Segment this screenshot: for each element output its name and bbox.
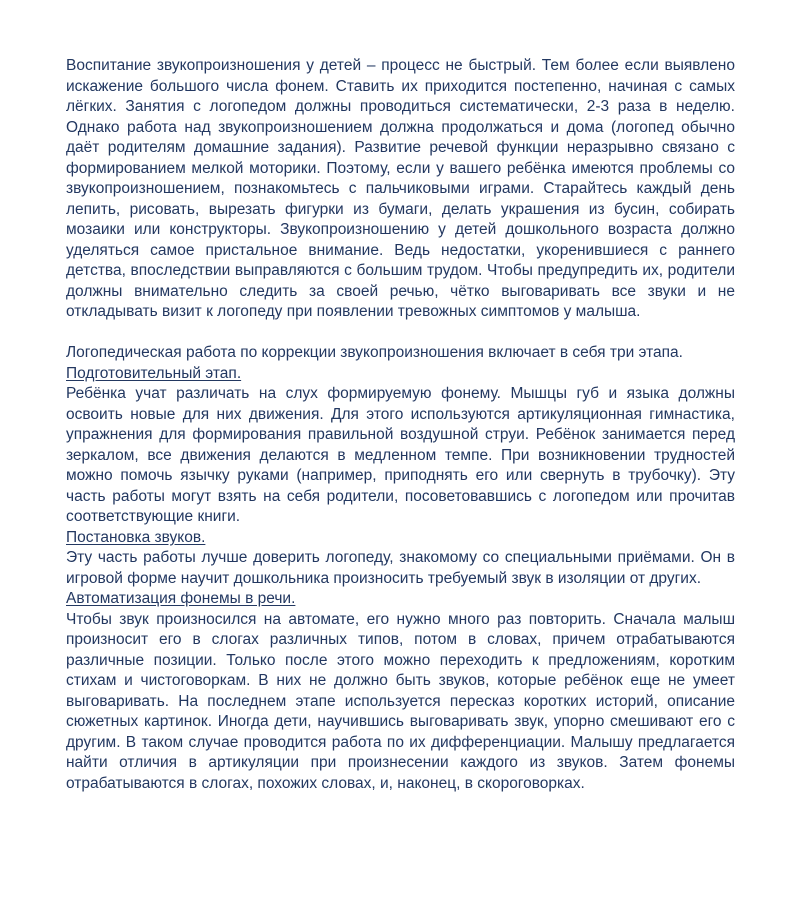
blank-line [66,323,735,344]
paragraph-intro: Воспитание звукопроизношения у детей – процесс не быстрый. Тем более если выявлено искажение большого числа фонем. Ставить их приходится постепенно, начиная с самых лёгких. Занятия с логопедом должны проводиться систематически, 2-3 раза в неделю. Однако работа над звукопроизношением должна продолжаться и дома (логопед обычно даёт родителям домашние задания). Развитие речевой функции неразрывно связано с формированием мелкой моторики. Поэтому, если у вашего ребёнка имеются проблемы со звукопроизношением, познакомьтесь с пальчиковыми играми. Старайтесь каждый день лепить, рисовать, вырезать фигурки из бумаги, делать украшения из бусин, собирать мозаики или конструкторы. Звукопроизношению у детей дошкольного возраста должно уделяться самое пристальное внимание. Ведь недостатки, укоренившиеся с раннего детства, впоследствии выправляются с большим трудом. Чтобы предупредить их, родители должны внимательно следить за своей речью, чётко выговаривать все звуки и не откладывать визит к логопеду при появлении тревожных симптомов у малыша. [66,57,735,320]
section-heading-preparatory-stage: Подготовительный этап. [66,364,242,382]
section-heading-sound-setting: Постановка звуков. [66,528,206,546]
paragraph-phoneme-automation: Чтобы звук произносился на автомате, его нужно много раз повторить. Сначала малыш произносит его в слогах различных типов, потом в словах, причем отрабатываются различные позиции. Только после этого можно переходить к предложениям, коротким стихам и чистоговоркам. В них не должно быть звуков, которые ребёнок еще не умеет выговаривать. На последнем этапе используется пересказ коротких историй, описание сюжетных картинок. Иногда дети, научившись выговаривать звук, упорно смешивают его с другим. В таком случае проводится работа по их дифференциации. Малышу предлагается найти отличия в артикуляции при произнесении каждого из звуков. Затем фонемы отрабатываются в слогах, похожих словах, и, наконец, в скороговорках. [66,610,735,792]
paragraph-preparatory-stage: Ребёнка учат различать на слух формируемую фонему. Мышцы губ и языка должны освоить новые для них движения. Для этого используются артикуляционная гимнастика, упражнения для формирования правильной воздушной струи. Ребёнок занимается перед зеркалом, все движения делаются в медленном темпе. При возникновении трудностей можно помочь язычку руками (например, приподнять его или свернуть в трубочку). Эту часть работы могут взять на себя родители, посоветовавшись с логопедом или прочитав соответствующие книги. [66,385,735,525]
paragraph-three-stages: Логопедическая работа по коррекции звукопроизношения включает в себя три этапа. [66,344,683,361]
paragraph-sound-setting: Эту часть работы лучше доверить логопеду, знакомому со специальными приёмами. Он в игровой форме научит дошкольника произносить требуемый звук в изоляции от других. [66,549,735,587]
section-heading-phoneme-automation: Автоматизация фонемы в речи. [66,590,296,607]
